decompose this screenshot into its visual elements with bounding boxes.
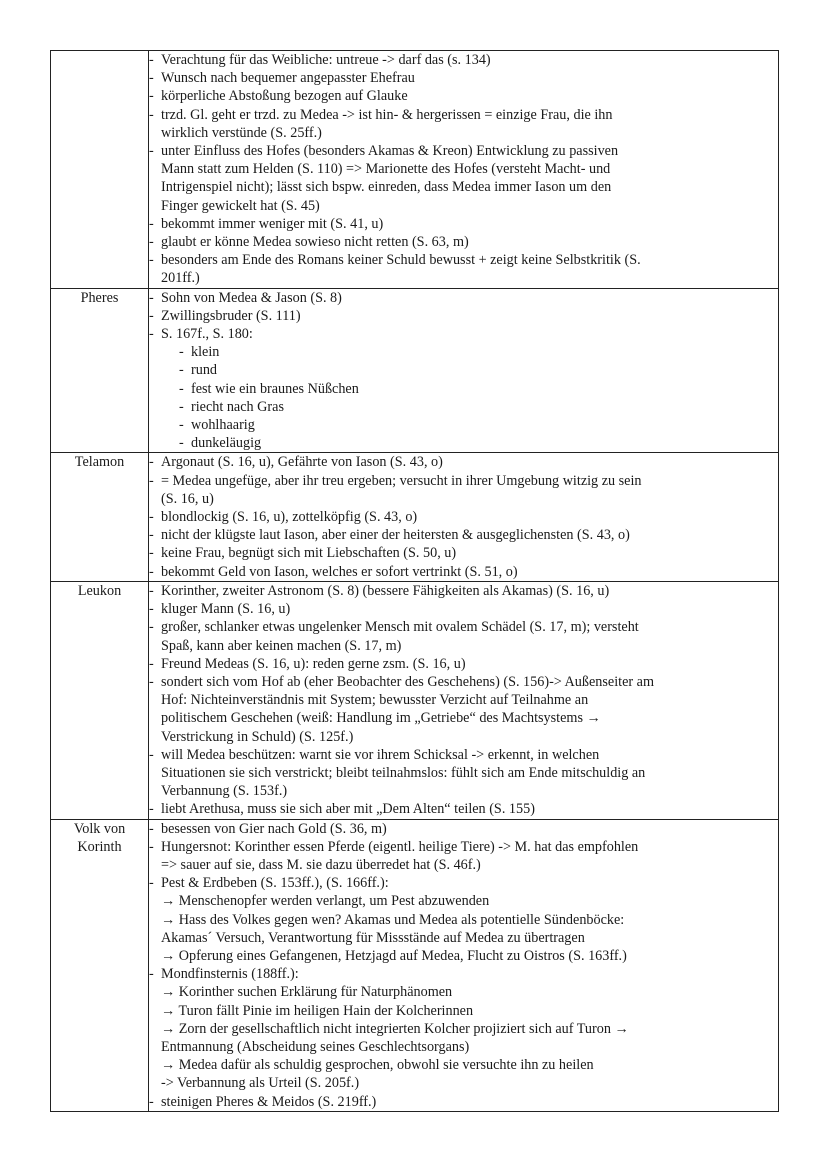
line-text: blondlockig (S. 16, u), zottelköpfig (S. 43, o) [161,509,418,526]
line-text: Zwillingsbruder (S. 111) [161,307,301,324]
sub-list-item [149,416,778,434]
list-item [149,582,778,600]
bullet-dash: - [149,601,154,618]
list-item-continuation [149,490,778,508]
list-item-continuation [149,160,778,178]
line-text: Hungersnot: Korinther essen Pferde (eigentl. heilige Tiere) -> M. hat das empfohlen [161,838,639,855]
line-text: S. 167f., S. 180: [161,326,253,343]
list-item [149,874,778,892]
line-text: klein [191,344,220,361]
character-notes [149,453,779,581]
bullet-dash: - [179,417,184,434]
list-item-continuation [149,983,778,1001]
line-text: bekommt Geld von Iason, welches er sofort vertrinkt (S. 51, o) [161,563,518,580]
line-text: (S. 16, u) [161,490,214,507]
list-item-continuation [149,1002,778,1020]
bullet-dash: - [149,820,154,837]
character-name: Leukon [51,581,149,819]
line-text: → Korinther suchen Erklärung für Naturphänomen [161,984,453,1001]
list-item [149,472,778,490]
bullet-dash: - [179,435,184,452]
line-text: steinigen Pheres & Meidos (S. 219ff.) [161,1093,377,1110]
list-item-continuation [149,764,778,782]
line-text: Korinther, zweiter Astronom (S. 8) (bessere Fähigkeiten als Akamas) (S. 16, u) [161,582,610,599]
line-text: Akamas´ Versuch, Verantwortung für Missstände auf Medea zu übertragen [161,929,585,946]
bullet-dash: - [149,454,154,471]
line-text: 201ff.) [161,270,200,287]
list-item [149,508,778,526]
sub-list-item [149,380,778,398]
list-item-continuation [149,269,778,287]
line-text: → Menschenopfer werden verlangt, um Pest abzuwenden [161,893,490,910]
line-text: Mondfinsternis (188ff.): [161,966,299,983]
bullet-dash: - [149,252,154,269]
line-text: Verbannung (S. 153f.) [161,783,288,800]
bullet-dash: - [149,838,154,855]
line-text: glaubt er könne Medea sowieso nicht retten (S. 63, m) [161,234,469,251]
bullet-dash: - [149,472,154,489]
list-item-continuation [149,709,778,727]
character-name: Volk von Korinth [51,819,149,1111]
list-item [149,838,778,856]
line-text: wirklich verstünde (S. 25ff.) [161,124,322,141]
line-text: → Zorn der gesellschaftlich nicht integrierten Kolcher projiziert sich auf Turon → [161,1020,629,1037]
list-item-continuation [149,911,778,929]
line-text: dunkeläugig [191,435,262,452]
line-text: Pest & Erdbeben (S. 153ff.), (S. 166ff.): [161,875,389,892]
line-text: Situationen sie sich verstrickt; bleibt teilnahmslos: fühlt sich am Ende mitschuldig an [161,764,646,781]
list-item [149,746,778,764]
line-text: Argonaut (S. 16, u), Gefährte von Iason (S. 43, o) [161,454,443,471]
bullet-dash: - [179,344,184,361]
bullet-dash: - [149,289,154,306]
list-item [149,289,778,307]
bullet-dash: - [179,380,184,397]
bullet-dash: - [149,966,154,983]
line-text: sondert sich vom Hof ab (eher Beobachter des Geschehens) (S. 156)-> Außenseiter am [161,673,654,690]
list-item [149,307,778,325]
bullet-dash: - [149,307,154,324]
bullet-dash: - [149,1093,154,1110]
character-table [50,50,779,1112]
bullet-dash: - [149,527,154,544]
character-name [51,51,149,289]
list-item-continuation [149,691,778,709]
line-text: körperliche Abstoßung bezogen auf Glauke [161,88,408,105]
line-text: Spaß, kann aber keinen machen (S. 17, m) [161,637,402,654]
table-row [51,581,779,819]
line-text: politischem Geschehen (weiß: Handlung im „Getriebe“ des Machtsystems → [161,710,601,727]
bullet-dash: - [149,215,154,232]
bullet-dash: - [149,619,154,636]
list-item-continuation [149,1074,778,1092]
bullet-dash: - [149,326,154,343]
line-text: Mann statt zum Helden (S. 110) => Marionette des Hofes (versteht Macht- und [161,161,611,178]
line-text: → Opferung eines Gefangenen, Hetzjagd auf Medea, Flucht zu Oistros (S. 163ff.) [161,947,627,964]
list-item [149,600,778,618]
line-text: keine Frau, begnügt sich mit Liebschaften (S. 50, u) [161,545,457,562]
line-text: riecht nach Gras [191,398,284,415]
line-text: will Medea beschützen: warnt sie vor ihrem Schicksal -> erkennt, in welchen [161,746,600,763]
line-text: Finger gewickelt hat (S. 45) [161,197,320,214]
list-item-continuation [149,637,778,655]
line-text: unter Einfluss des Hofes (besonders Akamas & Kreon) Entwicklung zu passiven [161,143,619,160]
list-item-continuation [149,892,778,910]
list-item [149,1093,778,1111]
list-item [149,563,778,581]
list-item-continuation [149,728,778,746]
bullet-dash: - [149,106,154,123]
sub-list-item [149,343,778,361]
bullet-dash: - [149,70,154,87]
list-item-continuation [149,929,778,947]
list-item-continuation [149,947,778,965]
line-text: Verachtung für das Weibliche: untreue -> darf das (s. 134) [161,52,491,68]
character-notes [149,51,779,289]
table-row [51,51,779,289]
bullet-dash: - [179,362,184,379]
line-text: bekommt immer weniger mit (S. 41, u) [161,215,384,232]
bullet-dash: - [149,673,154,690]
character-notes [149,581,779,819]
line-text: fest wie ein braunes Nüßchen [191,380,359,397]
line-text: kluger Mann (S. 16, u) [161,601,291,618]
line-text: Hof: Nichteinverständnis mit System; bewusster Verzicht auf Teilnahme an [161,692,589,709]
table-row [51,288,779,453]
sub-list-item [149,398,778,416]
line-text: → Turon fällt Pinie im heiligen Hain der Kolcherinnen [161,1002,474,1019]
line-text: Intrigenspiel nicht); lässt sich bspw. einreden, dass Medea immer Iason um den [161,179,612,196]
line-text: → Medea dafür als schuldig gesprochen, obwohl sie versuchte ihn zu heilen [161,1057,594,1074]
list-item [149,965,778,983]
character-notes [149,288,779,453]
line-text: Wunsch nach bequemer angepasster Ehefrau [161,70,415,87]
line-text: rund [191,362,218,379]
bullet-dash: - [149,545,154,562]
bullet-dash: - [149,509,154,526]
bullet-dash: - [149,582,154,599]
line-text: wohlhaarig [191,417,255,434]
list-item [149,526,778,544]
list-item-continuation [149,124,778,142]
line-text: Sohn von Medea & Jason (S. 8) [161,289,342,306]
bullet-dash: - [179,398,184,415]
character-name: Pheres [51,288,149,453]
bullet-dash: - [149,655,154,672]
sub-list-item [149,361,778,379]
line-text: Verstrickung in Schuld) (S. 125f.) [161,728,354,745]
character-name: Telamon [51,453,149,581]
list-item [149,655,778,673]
list-item [149,544,778,562]
list-item [149,673,778,691]
sub-list-item [149,434,778,452]
list-item-continuation [149,1038,778,1056]
line-text: = Medea ungefüge, aber ihr treu ergeben; versucht in ihrer Umgebung witzig zu sein [161,472,642,489]
character-notes [149,819,779,1111]
list-item-continuation [149,197,778,215]
list-item [149,820,778,838]
list-item [149,325,778,343]
list-item [149,51,778,69]
list-item [149,142,778,160]
list-item-continuation [149,782,778,800]
list-item [149,87,778,105]
list-item [149,233,778,251]
bullet-dash: - [149,88,154,105]
list-item [149,618,778,636]
list-item [149,69,778,87]
list-item-continuation [149,1056,778,1074]
table-row [51,453,779,581]
line-text: => sauer auf sie, dass M. sie dazu überredet hat (S. 46f.) [161,856,481,873]
line-text: → Hass des Volkes gegen wen? Akamas und Medea als potentielle Sündenböcke: [161,911,625,928]
line-text: besessen von Gier nach Gold (S. 36, m) [161,820,387,837]
list-item-continuation [149,856,778,874]
list-item-continuation [149,1020,778,1038]
bullet-dash: - [149,143,154,160]
line-text: Freund Medeas (S. 16, u): reden gerne zsm. (S. 16, u) [161,655,466,672]
bullet-dash: - [149,52,154,68]
line-text: liebt Arethusa, muss sie sich aber mit „Dem Alten“ teilen (S. 155) [161,801,535,818]
line-text: Entmannung (Abscheidung seines Geschlechtsorgans) [161,1038,470,1055]
character-table-body [51,51,779,1112]
line-text: -> Verbannung als Urteil (S. 205f.) [161,1075,360,1092]
bullet-dash: - [149,234,154,251]
list-item [149,800,778,818]
bullet-dash: - [149,746,154,763]
line-text: großer, schlanker etwas ungelenker Mensch mit ovalem Schädel (S. 17, m); versteht [161,619,639,636]
list-item [149,251,778,269]
list-item-continuation [149,178,778,196]
bullet-dash: - [149,801,154,818]
line-text: trzd. Gl. geht er trzd. zu Medea -> ist hin- & hergerissen = einzige Frau, die ihn [161,106,613,123]
line-text: nicht der klügste laut Iason, aber einer der heitersten & ausgeglichensten (S. 43, o) [161,527,630,544]
list-item [149,106,778,124]
table-row [51,819,779,1111]
line-text: besonders am Ende des Romans keiner Schuld bewusst + zeigt keine Selbstkritik (S. [161,252,641,269]
list-item [149,215,778,233]
list-item [149,453,778,471]
bullet-dash: - [149,875,154,892]
bullet-dash: - [149,563,154,580]
